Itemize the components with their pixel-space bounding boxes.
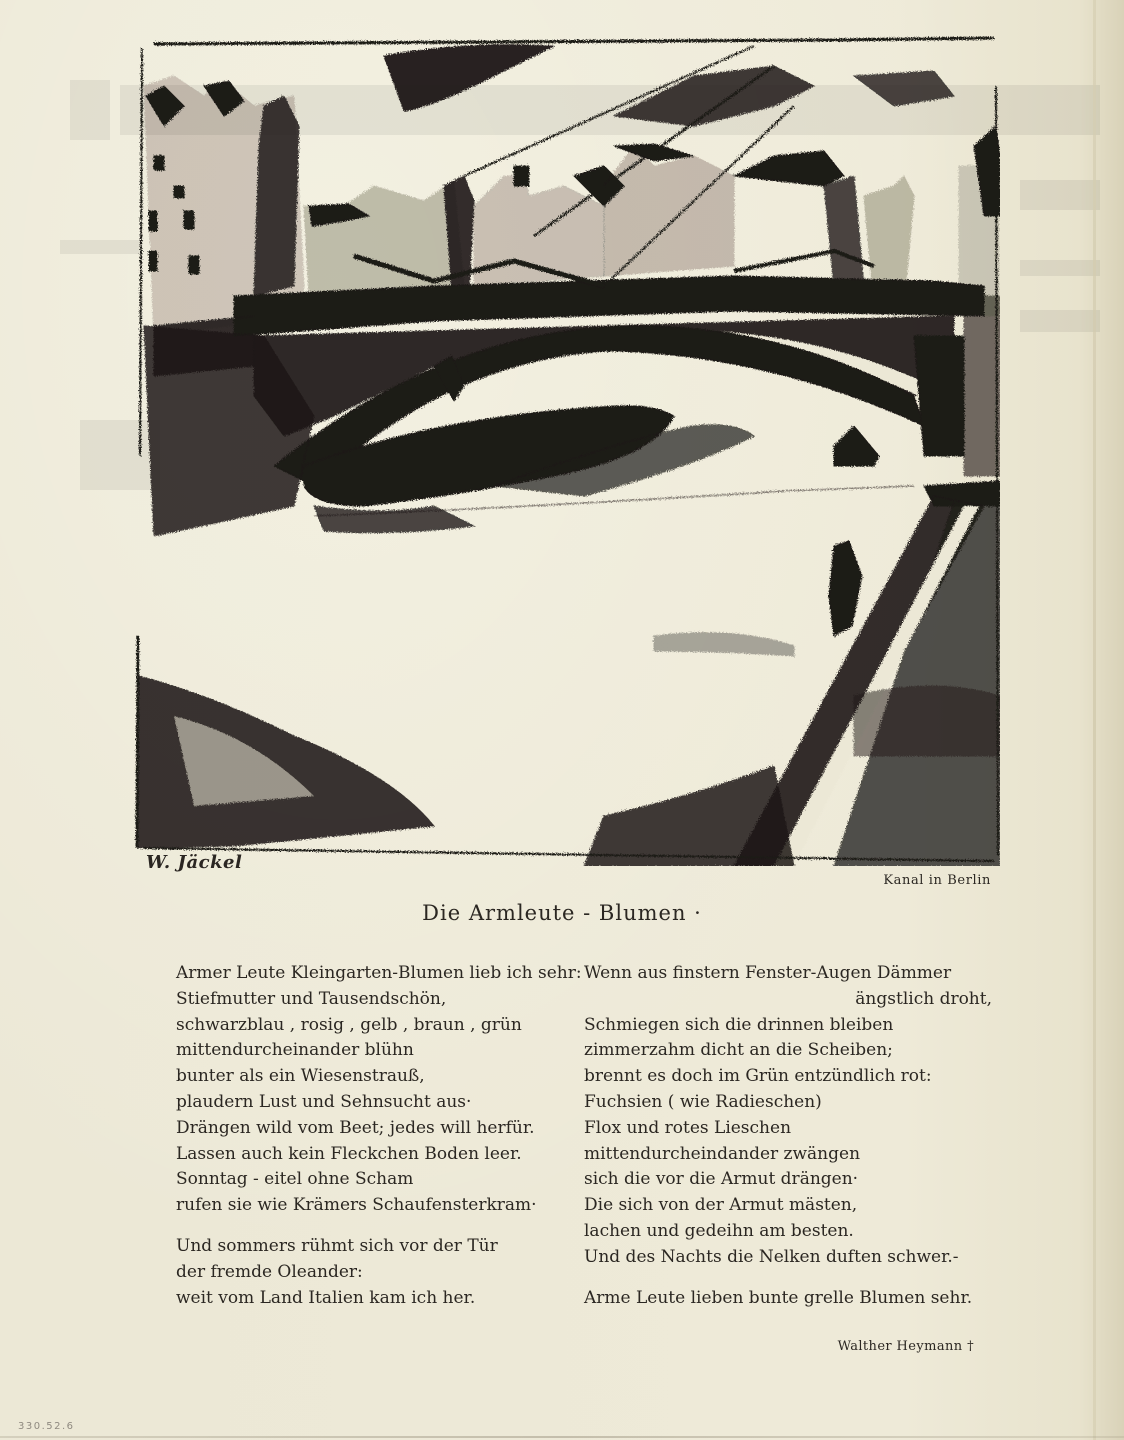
poem-line: brennt es doch im Grün entzündlich rot: [584, 1066, 932, 1087]
stanza [176, 961, 582, 1219]
poem-line: Wenn aus finstern Fenster-Augen Dämmer [584, 963, 952, 983]
poem-right-column [584, 961, 1004, 1311]
poem-line: plaudern Lust und Sehnsucht aus· [176, 1091, 472, 1112]
poem-line: Schmiegen sich die drinnen bleiben [584, 1014, 894, 1035]
poem-line: Fuchsien ( wie Radieschen) [584, 1091, 822, 1112]
poem-line: zimmerzahm dicht an die Scheiben; [584, 1040, 893, 1061]
poem-title: Die Armleute - Blumen · [422, 901, 702, 925]
lithograph-canal-in-berlin [134, 36, 1000, 866]
library-shelfmark: 330.52.6 [18, 1421, 75, 1432]
poem-left-column [176, 961, 582, 1311]
poem-line: Lassen auch kein Fleckchen Boden leer. [176, 1143, 522, 1164]
poem-line-continuation: ängstlich droht, [855, 988, 992, 1009]
stanza [584, 1286, 1004, 1312]
poem-line: mittendurcheinander blühn [176, 1040, 414, 1061]
binding-edge [1093, 0, 1096, 1440]
poem-line: sich die vor die Armut drängen· [584, 1169, 859, 1190]
artwork-caption: Kanal in Berlin [883, 873, 991, 888]
poem-line: Und des Nachts die Nelken duften schwer.- [584, 1246, 959, 1267]
stanza [584, 961, 1004, 1271]
stanza-gap [176, 1219, 571, 1234]
poem-line: rufen sie wie Krämers Schaufensterkram· [176, 1195, 537, 1216]
poem-author: Walther Heymann † [837, 1339, 974, 1354]
poem-line: Armer Leute Kleingarten-Blumen lieb ich sehr: [176, 963, 582, 983]
poem-line: lachen und gedeihn am besten. [584, 1220, 854, 1241]
poem-line: Die sich von der Armut mästen, [584, 1195, 858, 1216]
poem-line: Flox und rotes Lieschen [584, 1117, 792, 1138]
poem-line: bunter als ein Wiesenstrauß, [176, 1066, 425, 1087]
artist-signature: W. Jäckel [146, 852, 243, 873]
poem-line: Arme Leute lieben bunte grelle Blumen sehr. [584, 1287, 973, 1308]
poem-line: Sonntag - eitel ohne Scham [176, 1169, 414, 1190]
poem-line: Drängen wild vom Beet; jedes will herfür. [176, 1117, 535, 1138]
page-bottom-edge [0, 1436, 1124, 1438]
poem-line: Und sommers rühmt sich vor der Tür [176, 1235, 498, 1256]
stanza-gap [584, 1271, 1004, 1286]
poem-line: mittendurcheindander zwängen [584, 1143, 861, 1164]
stanza [176, 1234, 571, 1311]
poem-line: Stiefmutter und Tausendschön, [176, 988, 447, 1009]
canal-bridge-illustration [134, 36, 1000, 866]
poem-line: der fremde Oleander: [176, 1261, 363, 1282]
poem-line: weit vom Land Italien kam ich her. [176, 1287, 476, 1308]
poem-line: schwarzblau , rosig , gelb , braun , grün [176, 1014, 522, 1035]
